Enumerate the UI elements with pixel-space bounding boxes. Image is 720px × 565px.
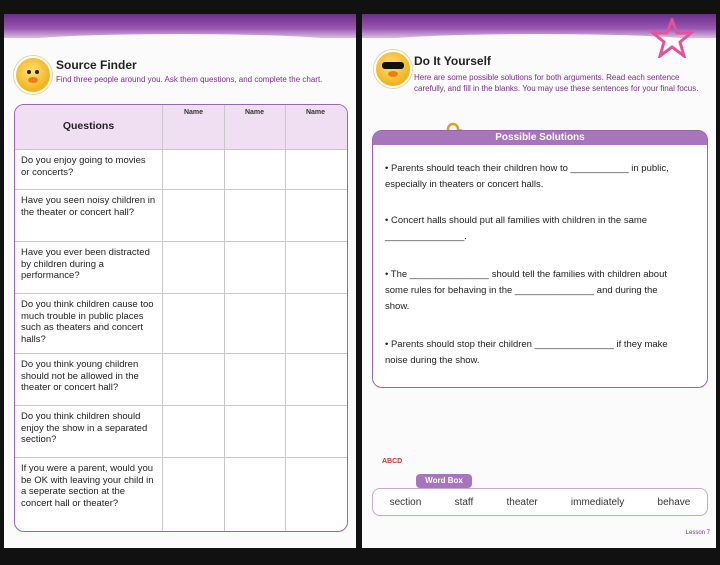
solution-1-line-1: • Parents should teach their children how to ___________ in public, <box>385 163 669 174</box>
do-it-yourself-title: Do It Yourself <box>414 54 491 68</box>
table-row <box>15 405 347 458</box>
answer-cell[interactable] <box>285 150 346 190</box>
table-row <box>15 293 347 354</box>
solution-4-line-1: • Parents should stop their children _______________ if they make <box>385 339 668 350</box>
solution-4-line-2: noise during the show. <box>385 355 480 366</box>
do-it-yourself-instructions: Here are some possible solutions for both arguments. Read each sentence carefully, and fill in the blanks. You may use these sentences for your final focus. <box>414 73 699 93</box>
question-6: Do you think children should enjoy the show in a separated section? <box>15 406 163 458</box>
answer-cell[interactable] <box>224 242 286 294</box>
answer-cell[interactable] <box>224 294 286 354</box>
left-page <box>4 14 356 548</box>
answer-cell[interactable] <box>285 406 346 458</box>
answer-cell[interactable] <box>285 294 346 354</box>
answer-cell[interactable] <box>163 242 225 294</box>
table-row <box>15 353 347 406</box>
header-band <box>4 14 356 38</box>
answer-cell[interactable] <box>285 242 346 294</box>
word-item: staff <box>454 496 474 508</box>
chick-mascot-icon <box>14 56 52 94</box>
answer-cell[interactable] <box>163 294 225 354</box>
star-icon <box>650 18 694 58</box>
solution-1-line-2: especially in theaters or concert halls. <box>385 179 544 190</box>
solution-2-line-1: • Concert halls should put all families with children in the same <box>385 215 648 226</box>
table-row <box>15 241 347 294</box>
chick-sunglasses-mascot-icon <box>374 50 412 88</box>
solution-2-line-2: _______________. <box>385 231 467 242</box>
solution-3-line-1: • The _______________ should tell the families with children about <box>385 269 668 280</box>
word-box <box>372 488 708 516</box>
solution-3-line-2: some rules for behaving in the _______________ and during the <box>385 285 658 296</box>
name-header-3: Name <box>305 109 326 116</box>
answer-cell[interactable] <box>163 458 225 532</box>
lesson-footer: Lesson 7 <box>685 530 710 536</box>
answer-cell[interactable] <box>224 190 286 242</box>
table-row <box>15 457 347 532</box>
word-item: section <box>389 496 422 508</box>
answer-cell[interactable] <box>163 190 225 242</box>
word-box-label: Word Box <box>416 474 472 488</box>
possible-solutions-title: Possible Solutions <box>373 131 707 145</box>
answer-cell[interactable] <box>163 354 225 406</box>
questions-header: Questions <box>15 105 163 149</box>
solution-3-line-3: show. <box>385 301 410 312</box>
answer-cell[interactable] <box>163 150 225 190</box>
answer-cell[interactable] <box>224 150 286 190</box>
table-row <box>15 189 347 242</box>
table-header-row <box>15 105 347 149</box>
answer-cell[interactable] <box>224 458 286 532</box>
question-5: Do you think young children should not be allowed in the theater or concert hall? <box>15 354 163 406</box>
question-3: Have you ever been distracted by children during a performance? <box>15 242 163 294</box>
name-header-2: Name <box>224 105 286 149</box>
word-item: theater <box>506 496 538 508</box>
table-row <box>15 149 347 190</box>
answer-cell[interactable] <box>285 190 346 242</box>
question-2: Have you seen noisy children in the theater or concert hall? <box>15 190 163 242</box>
answer-cell[interactable] <box>224 406 286 458</box>
question-4: Do you think children cause too much trouble in public places such as theaters and concert halls? <box>15 294 163 354</box>
answer-cell[interactable] <box>224 354 286 406</box>
answer-cell[interactable] <box>285 458 346 532</box>
abc-blocks-icon: ABCD <box>382 458 403 465</box>
right-page <box>362 14 716 548</box>
source-finder-instructions: Find three people around you. Ask them questions, and complete the chart. <box>56 75 323 84</box>
question-1: Do you enjoy going to movies or concerts? <box>15 150 163 190</box>
word-item: immediately <box>570 496 625 508</box>
survey-table <box>14 104 348 532</box>
word-item: behave <box>657 496 691 508</box>
source-finder-title: Source Finder <box>56 58 137 72</box>
answer-cell[interactable] <box>163 406 225 458</box>
name-header-1: Name <box>163 105 225 149</box>
answer-cell[interactable] <box>285 354 346 406</box>
possible-solutions-box <box>372 130 708 388</box>
question-7: If you were a parent, would you be OK with leaving your child in a seperate section at the concert hall or theater? <box>15 458 163 532</box>
